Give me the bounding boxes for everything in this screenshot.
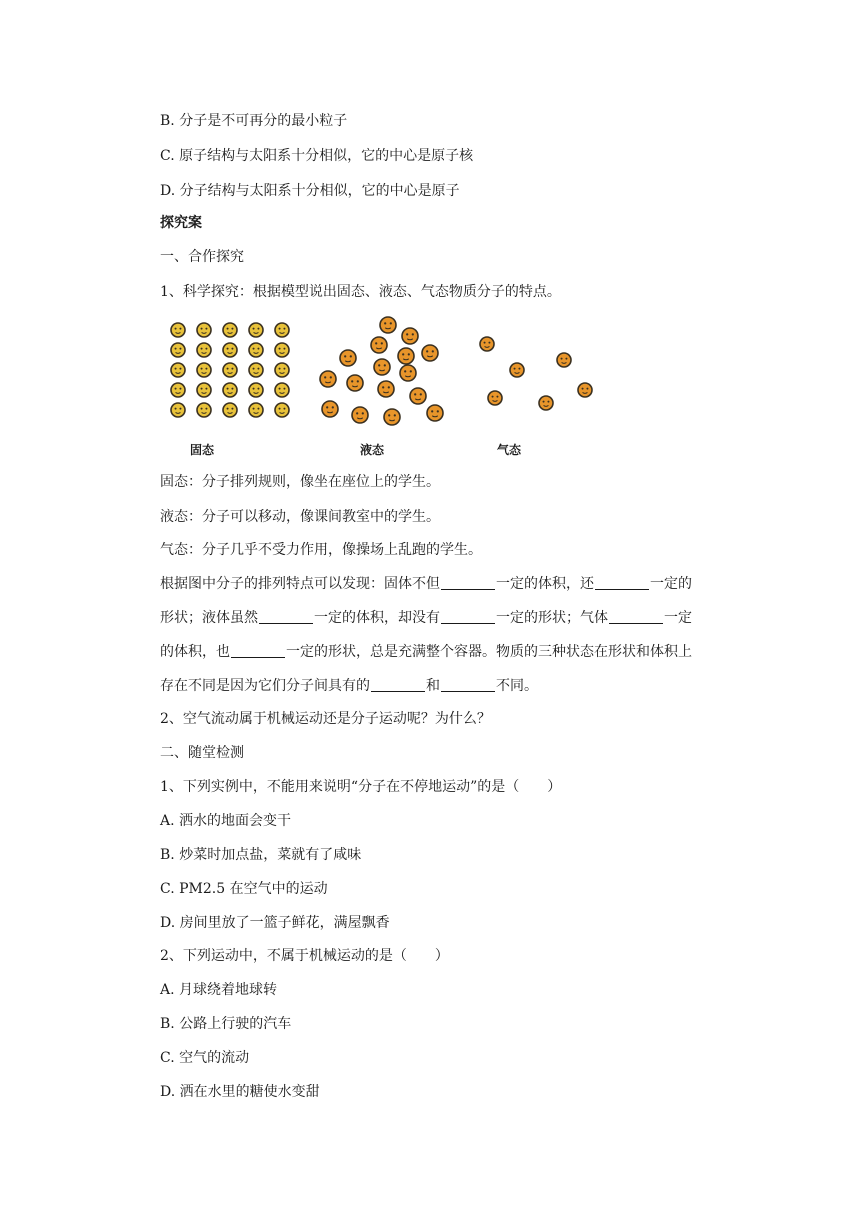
solid-molecule — [197, 383, 211, 397]
test1-option-d: D. 房间里放了一篮子鲜花，满屋飘香 — [160, 915, 390, 931]
solid-molecule — [171, 403, 185, 417]
solid-molecule — [171, 383, 185, 397]
option-c: C. 原子结构与太阳系十分相似，它的中心是原子核 — [160, 148, 474, 164]
solid-molecule — [171, 323, 185, 337]
gas-molecule — [557, 353, 571, 367]
solid-molecule — [223, 363, 237, 377]
gas-molecule — [480, 337, 494, 351]
liquid-molecule — [352, 407, 368, 423]
solid-molecule — [223, 343, 237, 357]
solid-molecule — [171, 343, 185, 357]
question-2: 2、空气流动属于机械运动还是分子运动呢？为什么？ — [160, 711, 491, 727]
gas-molecule — [578, 383, 592, 397]
solid-molecule — [249, 343, 263, 357]
gas-molecule — [488, 391, 502, 405]
liquid-molecule — [422, 345, 438, 361]
fill-text-8: 和 — [426, 678, 440, 694]
solid-molecule — [275, 403, 289, 417]
answer-blank[interactable] — [371, 677, 425, 692]
liquid-molecule — [402, 328, 418, 344]
solid-molecule — [223, 383, 237, 397]
solid-molecule — [197, 403, 211, 417]
part2-title: 二、随堂检测 — [160, 745, 244, 761]
test1-option-c: C. PM2.5 在空气中的运动 — [160, 881, 328, 897]
solid-molecule — [197, 363, 211, 377]
liquid-molecule — [340, 350, 356, 366]
test2-option-c: C. 空气的流动 — [160, 1050, 250, 1066]
solid-molecule — [171, 363, 185, 377]
answer-blank[interactable] — [441, 575, 495, 590]
liquid-molecule — [427, 405, 443, 421]
solid-description: 固态：分子排列规则，像坐在座位上的学生。 — [160, 474, 440, 490]
fill-text-4: 一定的体积，却没有 — [314, 610, 440, 626]
fill-text-9: 不同。 — [496, 678, 538, 694]
liquid-molecule — [371, 337, 387, 353]
fill-text-2: 一定的体积，还 — [496, 576, 594, 592]
answer-blank[interactable] — [441, 609, 495, 624]
molecule-model-figure — [160, 313, 600, 463]
solid-molecule — [275, 323, 289, 337]
solid-molecule — [197, 323, 211, 337]
question-1: 1、科学探究：根据模型说出固态、液态、气态物质分子的特点。 — [160, 284, 561, 300]
fill-text-3: 一定的形状；液体虽然 — [160, 576, 692, 626]
solid-molecule — [249, 383, 263, 397]
fill-text-7: 一定的形状，总是充满整个容器。物质的三种状态在形状和体积上存在不同是因为它们分子间具有的 — [160, 644, 692, 694]
liquid-molecule — [384, 409, 400, 425]
molecule-diagram — [160, 313, 600, 433]
fill-text-5: 一定的形状；气体 — [496, 610, 608, 626]
fill-text-6: 一定的体积，也 — [160, 610, 692, 660]
solid-molecule — [223, 323, 237, 337]
test1-option-a: A. 洒水的地面会变干 — [160, 813, 292, 829]
test2-option-a: A. 月球绕着地球转 — [160, 982, 278, 998]
answer-blank[interactable] — [259, 609, 313, 624]
test2-stem: 2、下列运动中，不属于机械运动的是（ ） — [160, 948, 449, 964]
liquid-label: 液态 — [360, 443, 385, 457]
answer-blank[interactable] — [441, 677, 495, 692]
gas-molecule — [539, 396, 553, 410]
test2-option-b: B. 公路上行驶的汽车 — [160, 1016, 292, 1032]
part1-title: 一、合作探究 — [160, 249, 244, 265]
option-b: B. 分子是不可再分的最小粒子 — [160, 113, 348, 129]
answer-blank[interactable] — [595, 575, 649, 590]
solid-molecule — [249, 403, 263, 417]
solid-molecule — [197, 343, 211, 357]
answer-blank[interactable] — [609, 609, 663, 624]
liquid-molecule — [320, 371, 336, 387]
liquid-molecule — [322, 401, 338, 417]
liquid-molecule — [400, 365, 416, 381]
solid-molecule — [275, 343, 289, 357]
solid-molecule — [223, 403, 237, 417]
test2-option-d: D. 洒在水里的糖使水变甜 — [160, 1084, 320, 1100]
answer-blank[interactable] — [231, 643, 285, 658]
gas-label: 气态 — [497, 443, 522, 457]
liquid-molecule — [398, 348, 414, 364]
test1-option-b: B. 炒菜时加点盐，菜就有了咸味 — [160, 847, 362, 863]
solid-label: 固态 — [190, 443, 215, 457]
section-title: 探究案 — [160, 215, 202, 231]
fill-in-paragraph — [160, 567, 700, 703]
option-d: D. 分子结构与太阳系十分相似，它的中心是原子 — [160, 183, 460, 199]
solid-molecule — [249, 363, 263, 377]
solid-molecule — [249, 323, 263, 337]
liquid-molecule — [347, 375, 363, 391]
solid-molecule — [275, 383, 289, 397]
liquid-molecule — [410, 388, 426, 404]
solid-molecule — [275, 363, 289, 377]
test1-stem: 1、下列实例中，不能用来说明“分子在不停地运动”的是（ ） — [160, 779, 562, 795]
liquid-description: 液态：分子可以移动，像课间教室中的学生。 — [160, 509, 440, 525]
gas-description: 气态：分子几乎不受力作用，像操场上乱跑的学生。 — [160, 542, 482, 558]
liquid-molecule — [380, 317, 396, 333]
fill-text-1: 根据图中分子的排列特点可以发现：固体不但 — [160, 576, 440, 592]
liquid-molecule — [374, 359, 390, 375]
gas-molecule — [510, 363, 524, 377]
liquid-molecule — [378, 381, 394, 397]
